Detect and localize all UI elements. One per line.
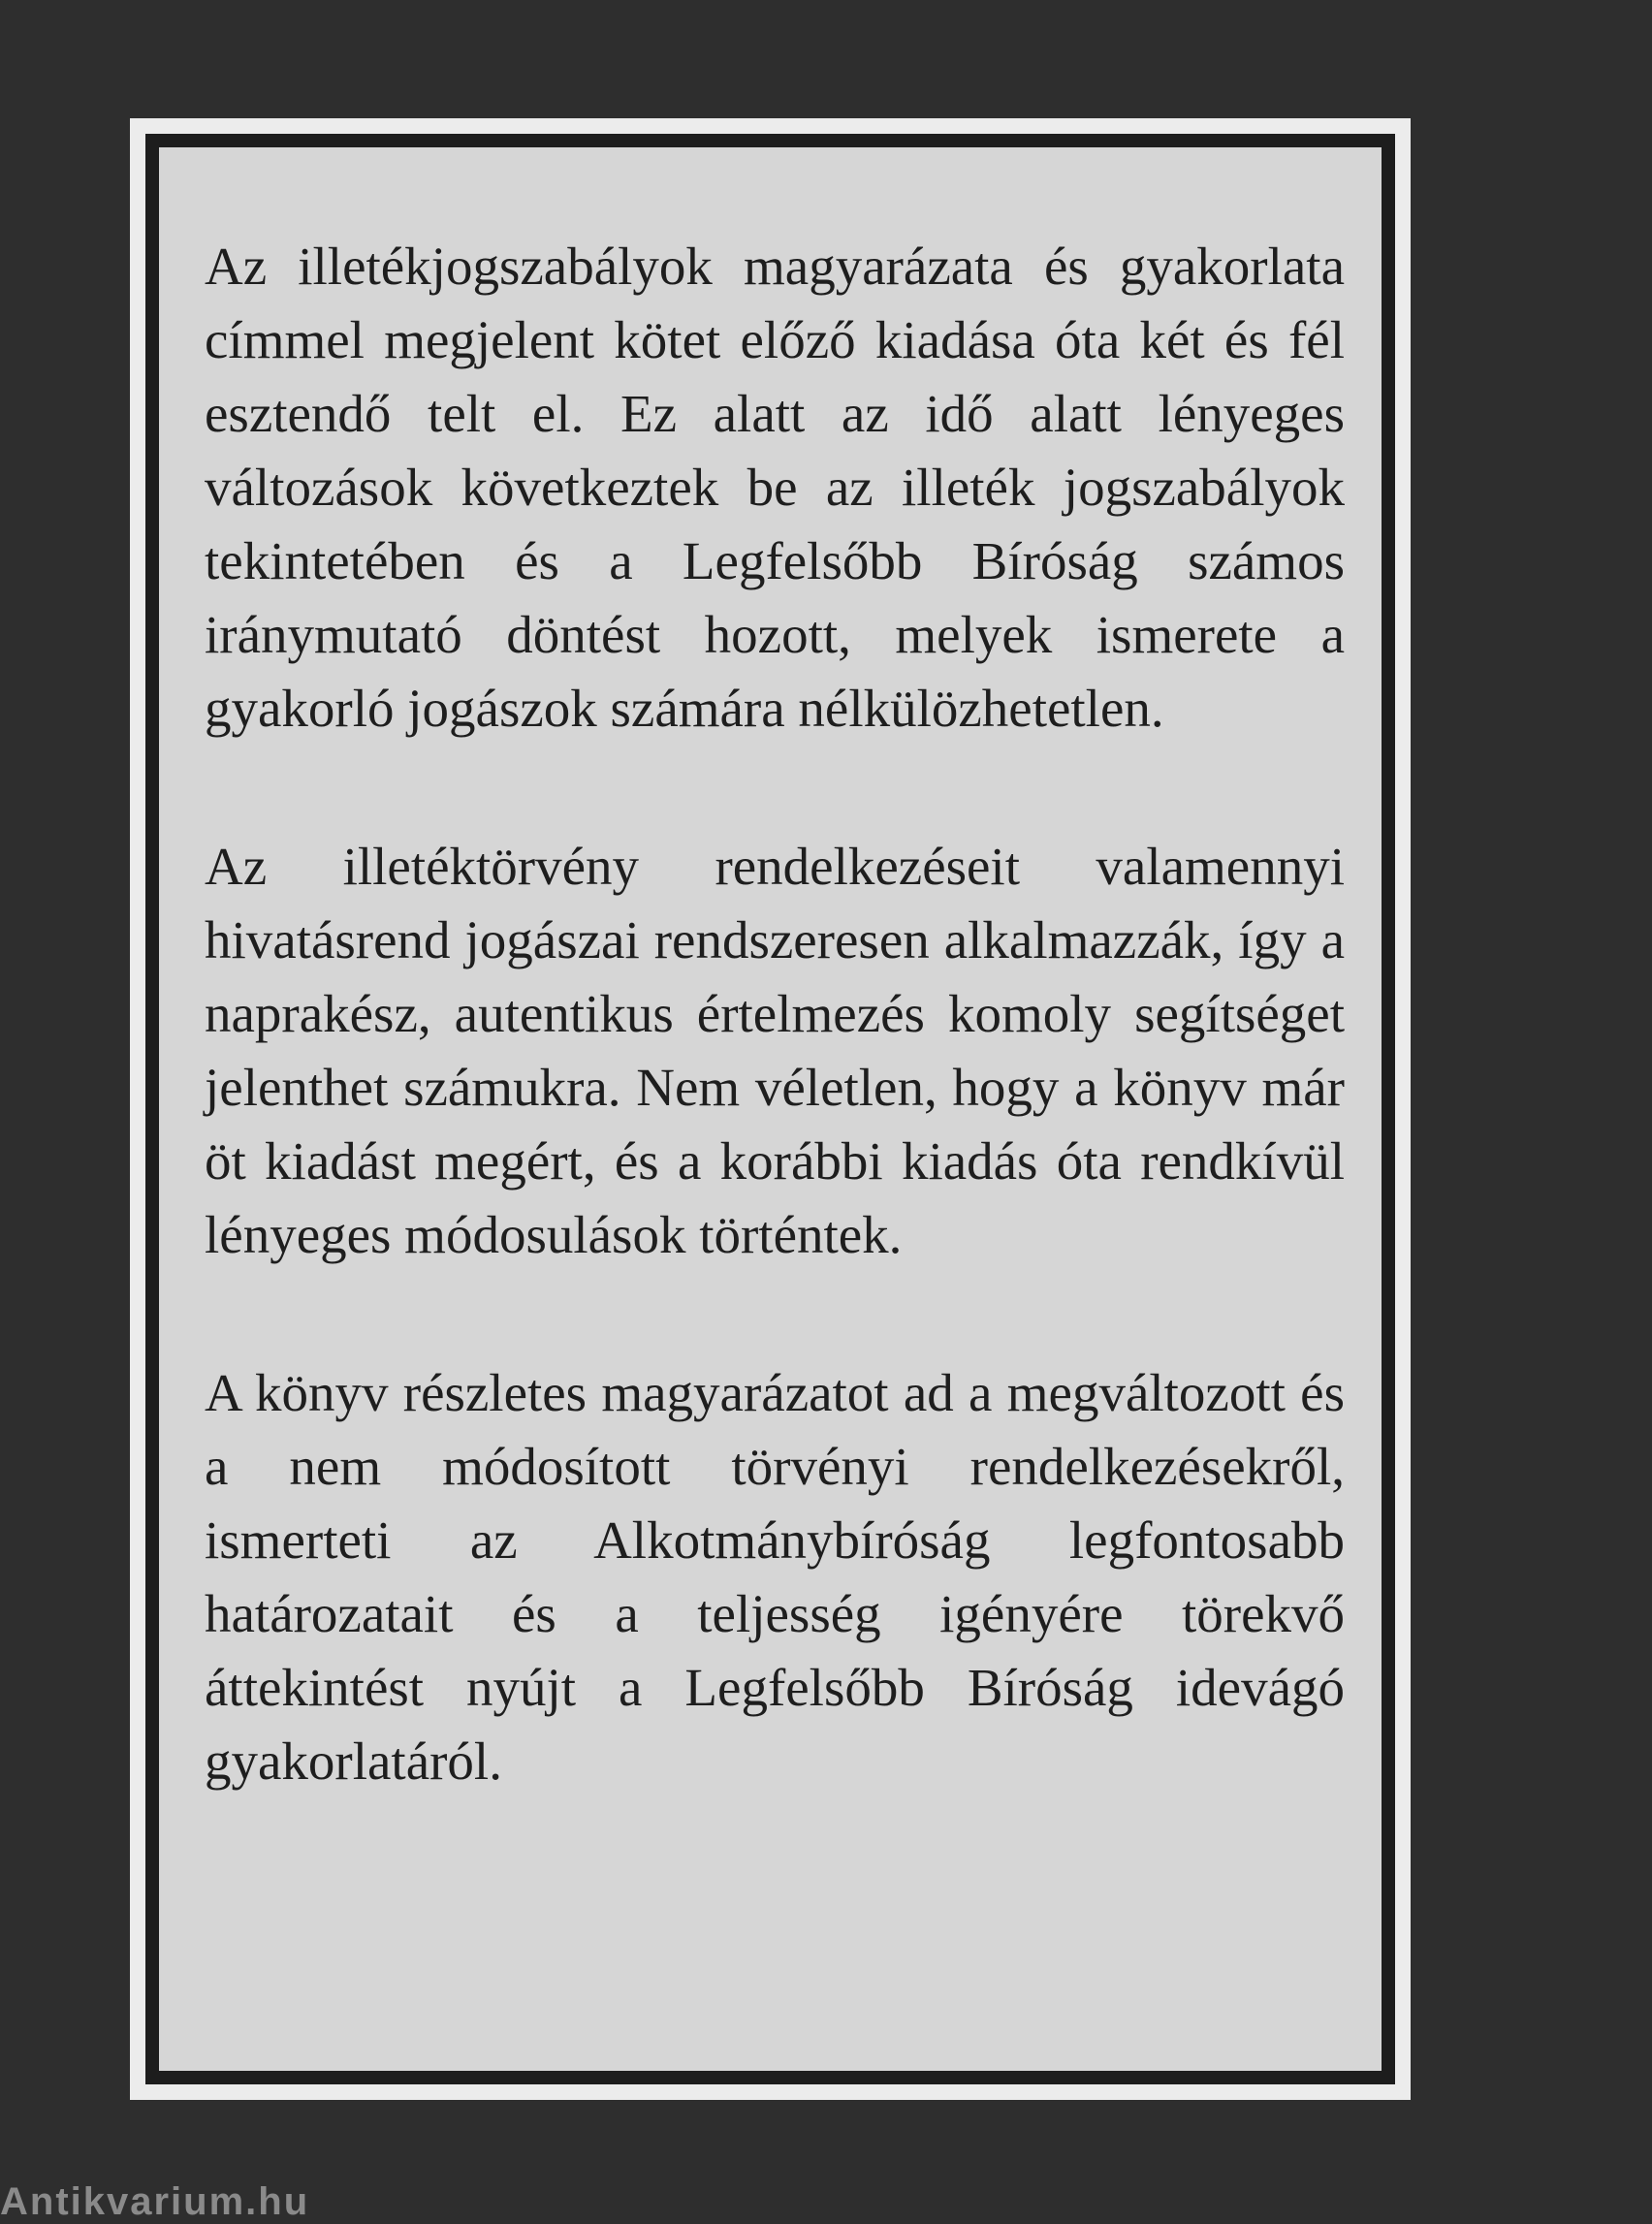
book-back-cover-panel xyxy=(130,118,1411,2100)
blurb-text xyxy=(205,230,1345,1883)
blurb-paragraph-1: Az illetékjogszabályok magyarázata és gyakorlata címmel megjelent kötet előző kiadása óta két és fél esztendő telt el. Ez alatt az idő alatt lényeges változások következtek be az illeték jogszabályok tekintetében és a Legfelsőbb Bíróság számos iránymutató döntést hozott, melyek ismerete a gyakorló jogászok számára nélkülözhetetlen. xyxy=(205,237,1345,738)
blurb-paragraph-3: A könyv részletes magyarázatot ad a megváltozott és a nem módosított törvényi rendelkezésekről, ismerteti az Alkotmánybíróság legfontosabb határozatait és a teljesség igényére törekvő áttekintést nyújt a Legfelsőbb Bíróság idevágó gyakorlatáról. xyxy=(205,1363,1345,1791)
blurb-paragraph-2: Az illetéktörvény rendelkezéseit valamennyi hivatásrend jogászai rendszeresen alkalmazzák, így a naprakész, autentikus értelmezés komoly segítséget jelenthet számukra. Nem véletlen, hogy a könyv már öt kiadást megért, és a korábbi kiadás óta rendkívül lényeges módosulások történtek. xyxy=(205,837,1345,1264)
watermark-text: Antikvarium.hu xyxy=(0,2180,310,2223)
bordered-text-box xyxy=(145,134,1395,2084)
